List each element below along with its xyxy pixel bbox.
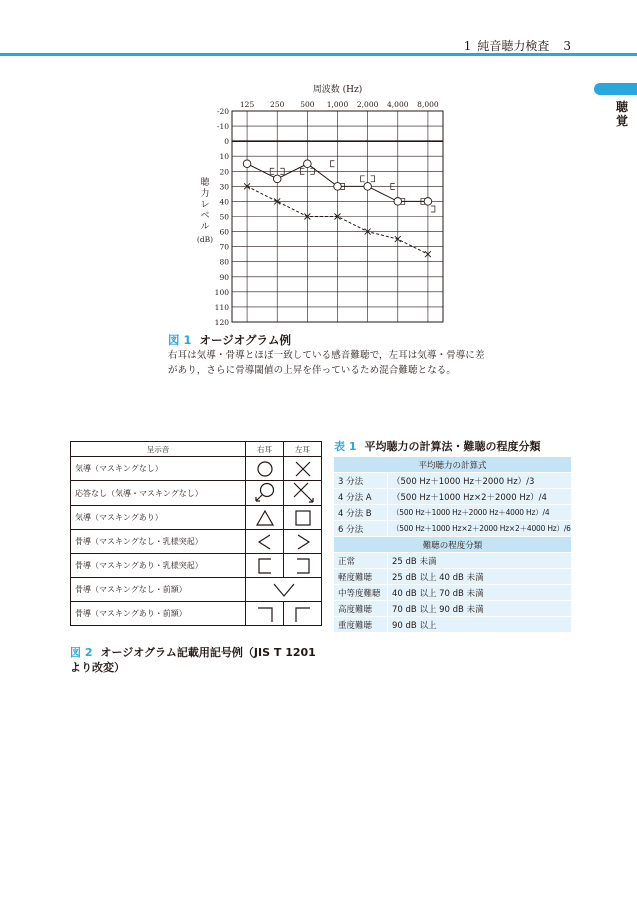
grade-header: 難聴の程度分類 bbox=[334, 537, 571, 553]
formula-header-row bbox=[334, 457, 571, 473]
left-bone-symbol bbox=[284, 530, 322, 554]
left-no-response-symbol bbox=[284, 481, 322, 506]
y-tick-label: 120 bbox=[214, 318, 229, 327]
y-tick-label: 50 bbox=[219, 212, 229, 222]
x-tick-label: 250 bbox=[270, 100, 285, 109]
grade-name: 高度難聴 bbox=[334, 601, 388, 617]
figure1-title: オージオグラム例 bbox=[199, 333, 291, 347]
table-row bbox=[334, 521, 571, 537]
y-tick-label: -10 bbox=[216, 122, 229, 132]
table1-label: 表 1 bbox=[334, 440, 357, 453]
figure1-caption bbox=[168, 332, 291, 348]
method-formula: （500 Hz＋1000 Hz＋2000 Hz）/3 bbox=[388, 473, 572, 489]
method-formula: （500 Hz＋1000 Hz×2＋2000 Hz）/4 bbox=[388, 489, 572, 505]
x-tick-label: 500 bbox=[300, 100, 315, 109]
grade-header-row bbox=[334, 537, 571, 553]
header-left-ear: 左耳 bbox=[284, 442, 322, 457]
y-tick-label: 30 bbox=[219, 182, 229, 192]
section-number: 1 bbox=[463, 39, 472, 53]
y-axis-label-char: 聴 bbox=[200, 178, 210, 188]
y-axis-label-char: 力 bbox=[200, 189, 210, 199]
table-row bbox=[334, 601, 571, 617]
figure2-title: オージオグラム記載用記号例（JIS T 1201 より改変） bbox=[70, 646, 316, 674]
right-air-symbol bbox=[246, 457, 284, 481]
bracket-left-symbol bbox=[259, 559, 271, 573]
method-name: 3 分法 bbox=[334, 473, 388, 489]
right-masked-air-symbol bbox=[246, 506, 284, 530]
table-row bbox=[334, 473, 571, 489]
x-tick-label: 2,000 bbox=[356, 100, 379, 109]
grade-range: 70 dB 以上 90 dB 未満 bbox=[388, 601, 572, 617]
y-axis-label-char: ベ bbox=[200, 211, 210, 221]
row-label: 骨導（マスキングなし・前額） bbox=[71, 578, 246, 602]
header-right-ear: 右耳 bbox=[246, 442, 284, 457]
left-masked-air-symbol bbox=[284, 506, 322, 530]
x-tick-label: 8,000 bbox=[417, 100, 439, 109]
table-row bbox=[71, 530, 322, 554]
table-row bbox=[71, 602, 322, 626]
left-bone-point bbox=[371, 176, 375, 182]
left-masked-forehead-symbol bbox=[284, 602, 322, 626]
forehead-bone-symbol bbox=[246, 578, 322, 602]
table-row bbox=[71, 457, 322, 481]
right-no-response-symbol bbox=[246, 481, 284, 506]
right-air-point bbox=[364, 183, 372, 191]
table1-caption bbox=[334, 438, 540, 454]
figure1-description: 右耳は気導・骨導とほぼ一致している感音難聴で，左耳は気導・骨導に差があり，さらに骨導閾値の上昇を伴っているため混合難聴となる。 bbox=[168, 350, 485, 376]
table-row bbox=[334, 585, 571, 601]
corner-left-symbol bbox=[296, 608, 310, 622]
table-row bbox=[334, 569, 571, 585]
y-tick-label: 40 bbox=[219, 197, 229, 207]
row-label: 気導（マスキングあり） bbox=[71, 506, 246, 530]
left-masked-bone-symbol bbox=[284, 554, 322, 578]
table-row bbox=[71, 578, 322, 602]
circle-symbol bbox=[260, 484, 273, 497]
header-stimulus: 呈示音 bbox=[71, 442, 246, 457]
y-tick-label: 60 bbox=[219, 227, 229, 237]
triangle-symbol bbox=[257, 511, 273, 525]
y-tick-label: -20 bbox=[216, 107, 229, 116]
x-axis-title: 周波数 (Hz) bbox=[312, 85, 363, 95]
cross-symbol bbox=[296, 462, 310, 476]
cross-symbol bbox=[294, 483, 308, 497]
x-tick-label: 4,000 bbox=[387, 100, 409, 109]
hearing-table bbox=[334, 457, 571, 633]
figure1-label: 図 1 bbox=[168, 333, 192, 347]
right-air-point bbox=[273, 175, 281, 183]
greater-than-symbol bbox=[298, 535, 309, 549]
table-row bbox=[334, 489, 571, 505]
table-row bbox=[334, 617, 571, 633]
row-label: 骨導（マスキングなし・乳様突起） bbox=[71, 530, 246, 554]
y-tick-label: 80 bbox=[219, 257, 229, 267]
grade-range: 25 dB 以上 40 dB 未満 bbox=[388, 569, 572, 585]
y-tick-label: 0 bbox=[224, 137, 229, 147]
row-label: 骨導（マスキングあり・乳様突起） bbox=[71, 554, 246, 578]
y-tick-label: 90 bbox=[219, 272, 229, 282]
corner-right-symbol bbox=[258, 608, 272, 622]
left-air-symbol bbox=[284, 457, 322, 481]
right-bone-point bbox=[331, 161, 335, 167]
right-bone-symbol bbox=[246, 530, 284, 554]
grade-range: 90 dB 以上 bbox=[388, 617, 572, 633]
page-number: 3 bbox=[563, 39, 571, 53]
table-row bbox=[71, 481, 322, 506]
x-tick-label: 125 bbox=[239, 100, 255, 109]
method-formula: （500 Hz＋1000 Hz＋2000 Hz＋4000 Hz）/4 bbox=[388, 505, 572, 521]
method-name: 4 分法 A bbox=[334, 489, 388, 505]
right-air-point bbox=[334, 183, 342, 191]
method-name: 6 分法 bbox=[334, 521, 388, 537]
square-symbol bbox=[296, 511, 310, 525]
table-row bbox=[71, 554, 322, 578]
right-air-point bbox=[243, 160, 251, 168]
row-label: 気導（マスキングなし） bbox=[71, 457, 246, 481]
circle-symbol bbox=[258, 462, 272, 476]
y-axis-label-char: レ bbox=[200, 200, 210, 210]
y-tick-label: 20 bbox=[219, 167, 229, 177]
y-axis-label-char: ル bbox=[200, 222, 210, 232]
row-label: 骨導（マスキングあり・前額） bbox=[71, 602, 246, 626]
figure2-label: 図 2 bbox=[70, 646, 93, 659]
section-title: 純音聴力検査 bbox=[477, 39, 550, 53]
right-masked-bone-symbol bbox=[246, 554, 284, 578]
right-air-point bbox=[394, 198, 402, 206]
y-tick-label: 70 bbox=[219, 242, 229, 252]
y-tick-label: 110 bbox=[214, 302, 229, 312]
table-row bbox=[334, 505, 571, 521]
arrow-symbol bbox=[256, 495, 262, 501]
y-axis-label-char: (dB) bbox=[196, 235, 214, 244]
right-air-point bbox=[304, 160, 312, 168]
right-air-point bbox=[424, 198, 432, 206]
grade-name: 軽度難聴 bbox=[334, 569, 388, 585]
symbol-table-header bbox=[71, 442, 322, 457]
x-tick-label: 1,000 bbox=[326, 100, 349, 109]
figure2-caption bbox=[70, 645, 322, 675]
y-tick-label: 10 bbox=[219, 152, 229, 162]
grade-range: 40 dB 以上 70 dB 未満 bbox=[388, 585, 572, 601]
right-bone-point bbox=[361, 176, 365, 182]
row-label: 応答なし（気導・マスキングなし） bbox=[71, 481, 246, 506]
method-name: 4 分法 B bbox=[334, 505, 388, 521]
formula-header: 平均聴力の計算式 bbox=[334, 457, 571, 473]
grade-name: 中等度難聴 bbox=[334, 585, 388, 601]
grade-range: 25 dB 未満 bbox=[388, 553, 572, 569]
table-row bbox=[334, 553, 571, 569]
v-symbol bbox=[274, 584, 294, 596]
table-row bbox=[71, 506, 322, 530]
bracket-right-symbol bbox=[297, 559, 309, 573]
symbol-table bbox=[70, 441, 322, 626]
grade-name: 重度難聴 bbox=[334, 617, 388, 633]
left-bone-point bbox=[431, 206, 435, 212]
arrow-symbol bbox=[308, 497, 313, 502]
less-than-symbol bbox=[259, 535, 270, 549]
side-tab-label: 聴覚 bbox=[615, 100, 628, 128]
method-formula: （500 Hz＋1000 Hz×2＋2000 Hz×2＋4000 Hz）/6 bbox=[388, 521, 572, 537]
audiogram-chart bbox=[0, 0, 637, 340]
table1-title: 平均聴力の計算法・難聴の程度分類 bbox=[364, 440, 541, 453]
right-masked-forehead-symbol bbox=[246, 602, 284, 626]
y-tick-label: 100 bbox=[214, 287, 229, 297]
grade-name: 正常 bbox=[334, 553, 388, 569]
